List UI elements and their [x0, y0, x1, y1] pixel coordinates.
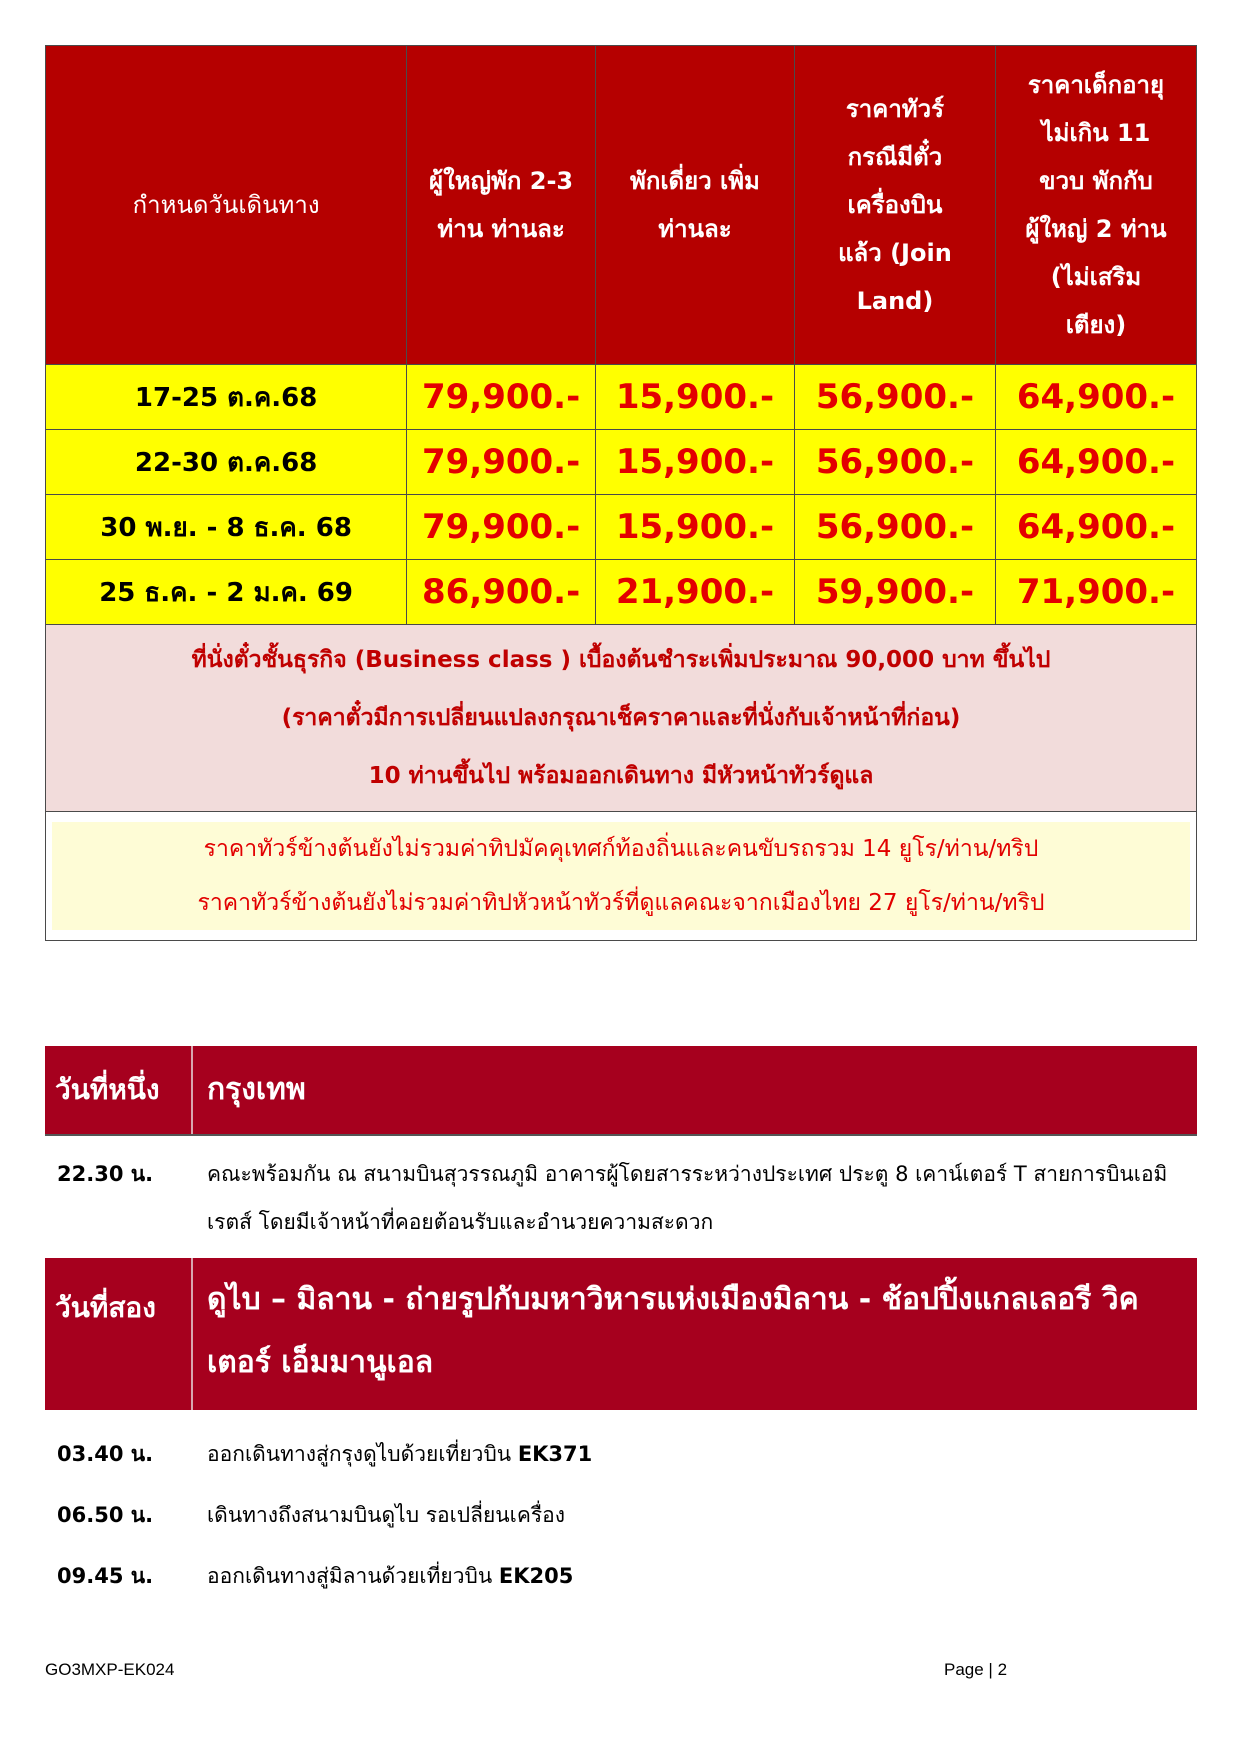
header-child-price: ราคาเด็กอายุ ไม่เกิน 11 ขวบ พักกับ ผู้ใหญ่ 2 ท่าน (ไม่เสริม เตียง)	[995, 46, 1196, 365]
row-date: 22-30 ต.ค.68	[46, 430, 407, 495]
header-adult-price: ผู้ใหญ่พัก 2-3 ท่าน ท่านละ	[407, 46, 596, 365]
booking-notes	[46, 625, 1197, 812]
itinerary-entry	[45, 1491, 1197, 1539]
row-join-land-price: 56,900.-	[794, 365, 995, 430]
row-child-price: 64,900.-	[995, 495, 1196, 560]
extras-row	[46, 812, 1197, 941]
divider	[45, 1134, 1197, 1136]
tipping-notes	[46, 812, 1197, 941]
price-row	[46, 495, 1197, 560]
itinerary-entry	[45, 1430, 1197, 1478]
entry-time: 09.45 น.	[57, 1564, 154, 1588]
header-join-land-price: ราคาทัวร์ กรณีมีตั๋ว เครื่องบิน แล้ว (Join Land)	[794, 46, 995, 365]
itinerary-entry	[45, 1552, 1197, 1600]
flight-number: EK371	[517, 1442, 593, 1466]
row-single-price: 15,900.-	[595, 495, 794, 560]
header-single-supplement: พักเดี่ยว เพิ่ม ท่านละ	[595, 46, 794, 365]
row-single-price: 15,900.-	[595, 365, 794, 430]
itinerary-entry	[45, 1150, 1197, 1246]
row-child-price: 64,900.-	[995, 365, 1196, 430]
row-single-price: 21,900.-	[595, 560, 794, 625]
entry-description	[193, 1552, 1197, 1600]
row-date: 30 พ.ย. - 8 ธ.ค. 68	[46, 495, 407, 560]
document-code: GO3MXP-EK024	[45, 1660, 175, 1679]
page-number: Page | 2	[944, 1660, 1008, 1679]
entry-description: เดินทางถึงสนามบินดูไบ รอเปลี่ยนเครื่อง	[207, 1503, 566, 1527]
entry-text: ออกเดินทางสู่มิลานด้วยเที่ยวบิน	[207, 1564, 499, 1588]
price-row	[46, 560, 1197, 625]
row-join-land-price: 59,900.-	[794, 560, 995, 625]
price-row	[46, 365, 1197, 430]
local-guide-tip-note: ราคาทัวร์ข้างต้นยังไม่รวมค่าทิปมัคคุเทศก์ท้องถิ่นและคนขับรถรวม 14 ยูโร/ท่าน/ทริป	[203, 836, 1039, 862]
row-date: 25 ธ.ค. - 2 ม.ค. 69	[46, 560, 407, 625]
day-2-title: ดูไบ – มิลาน - ถ่ายรูปกับมหาวิหารแห่งเมืองมิลาน - ช้อปปิ้งแกลเลอรี วิคเตอร์ เอ็มมานูเอล	[207, 1282, 1139, 1380]
header-travel-date: กำหนดวันเดินทาง	[46, 46, 407, 365]
entry-description	[193, 1430, 1197, 1478]
notes-row	[46, 625, 1197, 812]
entry-time: 06.50 น.	[57, 1503, 154, 1527]
entry-description: คณะพร้อมกัน ณ สนามบินสุวรรณภูมิ อาคารผู้โดยสารระหว่างประเทศ ประตู 8 เคาน์เตอร์ T สายการบินเอมิเรตส์ โดยมีเจ้าหน้าที่คอยต้อนรับและอำนวยความสะดวก	[207, 1162, 1168, 1234]
day-2-header	[45, 1258, 1197, 1410]
entry-text: ออกเดินทางสู่กรุงดูไบด้วยเที่ยวบิน	[207, 1442, 518, 1466]
row-child-price: 71,900.-	[995, 560, 1196, 625]
tour-leader-tip-note: ราคาทัวร์ข้างต้นยังไม่รวมค่าทิปหัวหน้าทัวร์ที่ดูแลคณะจากเมืองไทย 27 ยูโร/ท่าน/ทริป	[197, 890, 1045, 916]
day-1-header	[45, 1046, 1197, 1134]
row-single-price: 15,900.-	[595, 430, 794, 495]
price-row	[46, 430, 1197, 495]
row-adult-price: 79,900.-	[407, 430, 596, 495]
row-adult-price: 86,900.-	[407, 560, 596, 625]
row-child-price: 64,900.-	[995, 430, 1196, 495]
tipping-notes-box	[52, 822, 1190, 930]
business-class-note: ที่นั่งตั๋วชั้นธุรกิจ (Business class ) เบื้องต้นชำระเพิ่มประมาณ 90,000 บาท ขึ้นไป	[191, 647, 1051, 673]
price-table-header-row	[46, 46, 1197, 365]
row-adult-price: 79,900.-	[407, 365, 596, 430]
price-table	[45, 45, 1197, 941]
row-date: 17-25 ต.ค.68	[46, 365, 407, 430]
entry-time: 03.40 น.	[57, 1442, 154, 1466]
row-adult-price: 79,900.-	[407, 495, 596, 560]
day-1-label: วันที่หนึ่ง	[45, 1046, 193, 1134]
group-size-note: 10 ท่านขึ้นไป พร้อมออกเดินทาง มีหัวหน้าทัวร์ดูแล	[368, 763, 874, 789]
row-join-land-price: 56,900.-	[794, 495, 995, 560]
ticket-price-note: (ราคาตั๋วมีการเปลี่ยนแปลงกรุณาเช็คราคาและที่นั่งกับเจ้าหน้าที่ก่อน)	[281, 705, 961, 731]
day-2-label: วันที่สอง	[45, 1258, 193, 1410]
day-1-title: กรุงเทพ	[207, 1072, 306, 1107]
row-join-land-price: 56,900.-	[794, 430, 995, 495]
entry-time: 22.30 น.	[57, 1162, 154, 1186]
flight-number: EK205	[498, 1564, 574, 1588]
